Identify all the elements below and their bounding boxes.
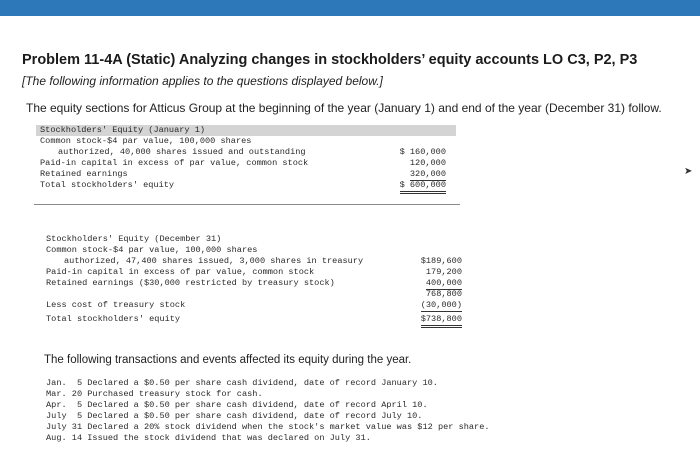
january-retained-row: Retained earnings 320,000 xyxy=(40,169,446,179)
december-retained-row: Retained earnings ($30,000 restricted by treasury stock) 400,000 xyxy=(46,278,462,288)
january-equity-heading: Stockholders' Equity (January 1) xyxy=(36,125,456,136)
transactions-list xyxy=(46,378,646,444)
section-divider xyxy=(34,204,460,205)
december-paid-in-row: Paid-in capital in excess of par value, common stock 179,200 xyxy=(46,267,462,277)
january-paid-in-row: Paid-in capital in excess of par value, common stock 120,000 xyxy=(40,158,446,168)
problem-title: Problem 11-4A (Static) Analyzing changes in stockholders’ equity accounts LO C3, P2, P3 xyxy=(22,52,638,68)
december-treasury-amount: (30,000) xyxy=(420,300,462,310)
december-common-stock-amount: $189,600 xyxy=(420,256,462,266)
january-paid-in-amount: 120,000 xyxy=(409,158,446,168)
list-item: Jan. 5 Declared a $0.50 per share cash dividend, date of record January 10. xyxy=(46,378,438,388)
list-item: July 31 Declared a 20% stock dividend when the stock's market value was $12 per share. xyxy=(46,422,490,432)
december-subtotal-amount: 768,800 xyxy=(425,289,462,299)
december-retained-amount: 400,000 xyxy=(425,278,462,288)
list-item: Apr. 5 Declared a $0.50 per share cash dividend, date of record April 10. xyxy=(46,400,428,410)
december-treasury-row: Less cost of treasury stock (30,000) xyxy=(46,300,462,310)
december-common-stock-row: Common stock-$4 par value, 100,000 shares xyxy=(46,245,258,255)
december-equity-table xyxy=(42,234,472,328)
top-bar xyxy=(0,0,700,16)
january-retained-amount: 320,000 xyxy=(409,169,446,179)
list-item: July 5 Declared a $0.50 per share cash dividend, date of record July 10. xyxy=(46,411,423,421)
january-common-stock-row: Common stock-$4 par value, 100,000 shares xyxy=(40,136,252,146)
december-total-amount: $738,800 xyxy=(421,314,462,328)
january-total-row: Total stockholders' equity $ 600,000 xyxy=(36,180,456,194)
transactions-intro: The following transactions and events affected its equity during the year. xyxy=(44,354,412,366)
problem-subtitle: [The following information applies to the questions displayed below.] xyxy=(22,74,383,88)
january-common-stock-row-2: authorized, 40,000 shares issued and outstanding $ 160,000 xyxy=(58,147,446,157)
mouse-cursor-icon: ➤ xyxy=(684,166,693,177)
december-total-row: Total stockholders' equity $738,800 xyxy=(42,314,472,328)
january-total-amount: $ 600,000 xyxy=(400,180,446,194)
list-item: Mar. 20 Purchased treasury stock for cash. xyxy=(46,389,263,399)
problem-intro: The equity sections for Atticus Group at the beginning of the year (January 1) and end of the year (December 31) follow. xyxy=(26,101,662,115)
list-item: Aug. 14 Issued the stock dividend that was declared on July 31. xyxy=(46,433,371,443)
december-paid-in-amount: 179,200 xyxy=(425,267,462,277)
january-equity-table xyxy=(36,125,456,194)
december-common-stock-row-2: authorized, 47,400 shares issued, 3,000 shares in treasury $189,600 xyxy=(64,256,462,266)
december-equity-heading: Stockholders' Equity (December 31) xyxy=(46,234,222,244)
january-common-stock-amount: $ 160,000 xyxy=(399,147,446,157)
december-subtotal-row xyxy=(42,289,472,300)
